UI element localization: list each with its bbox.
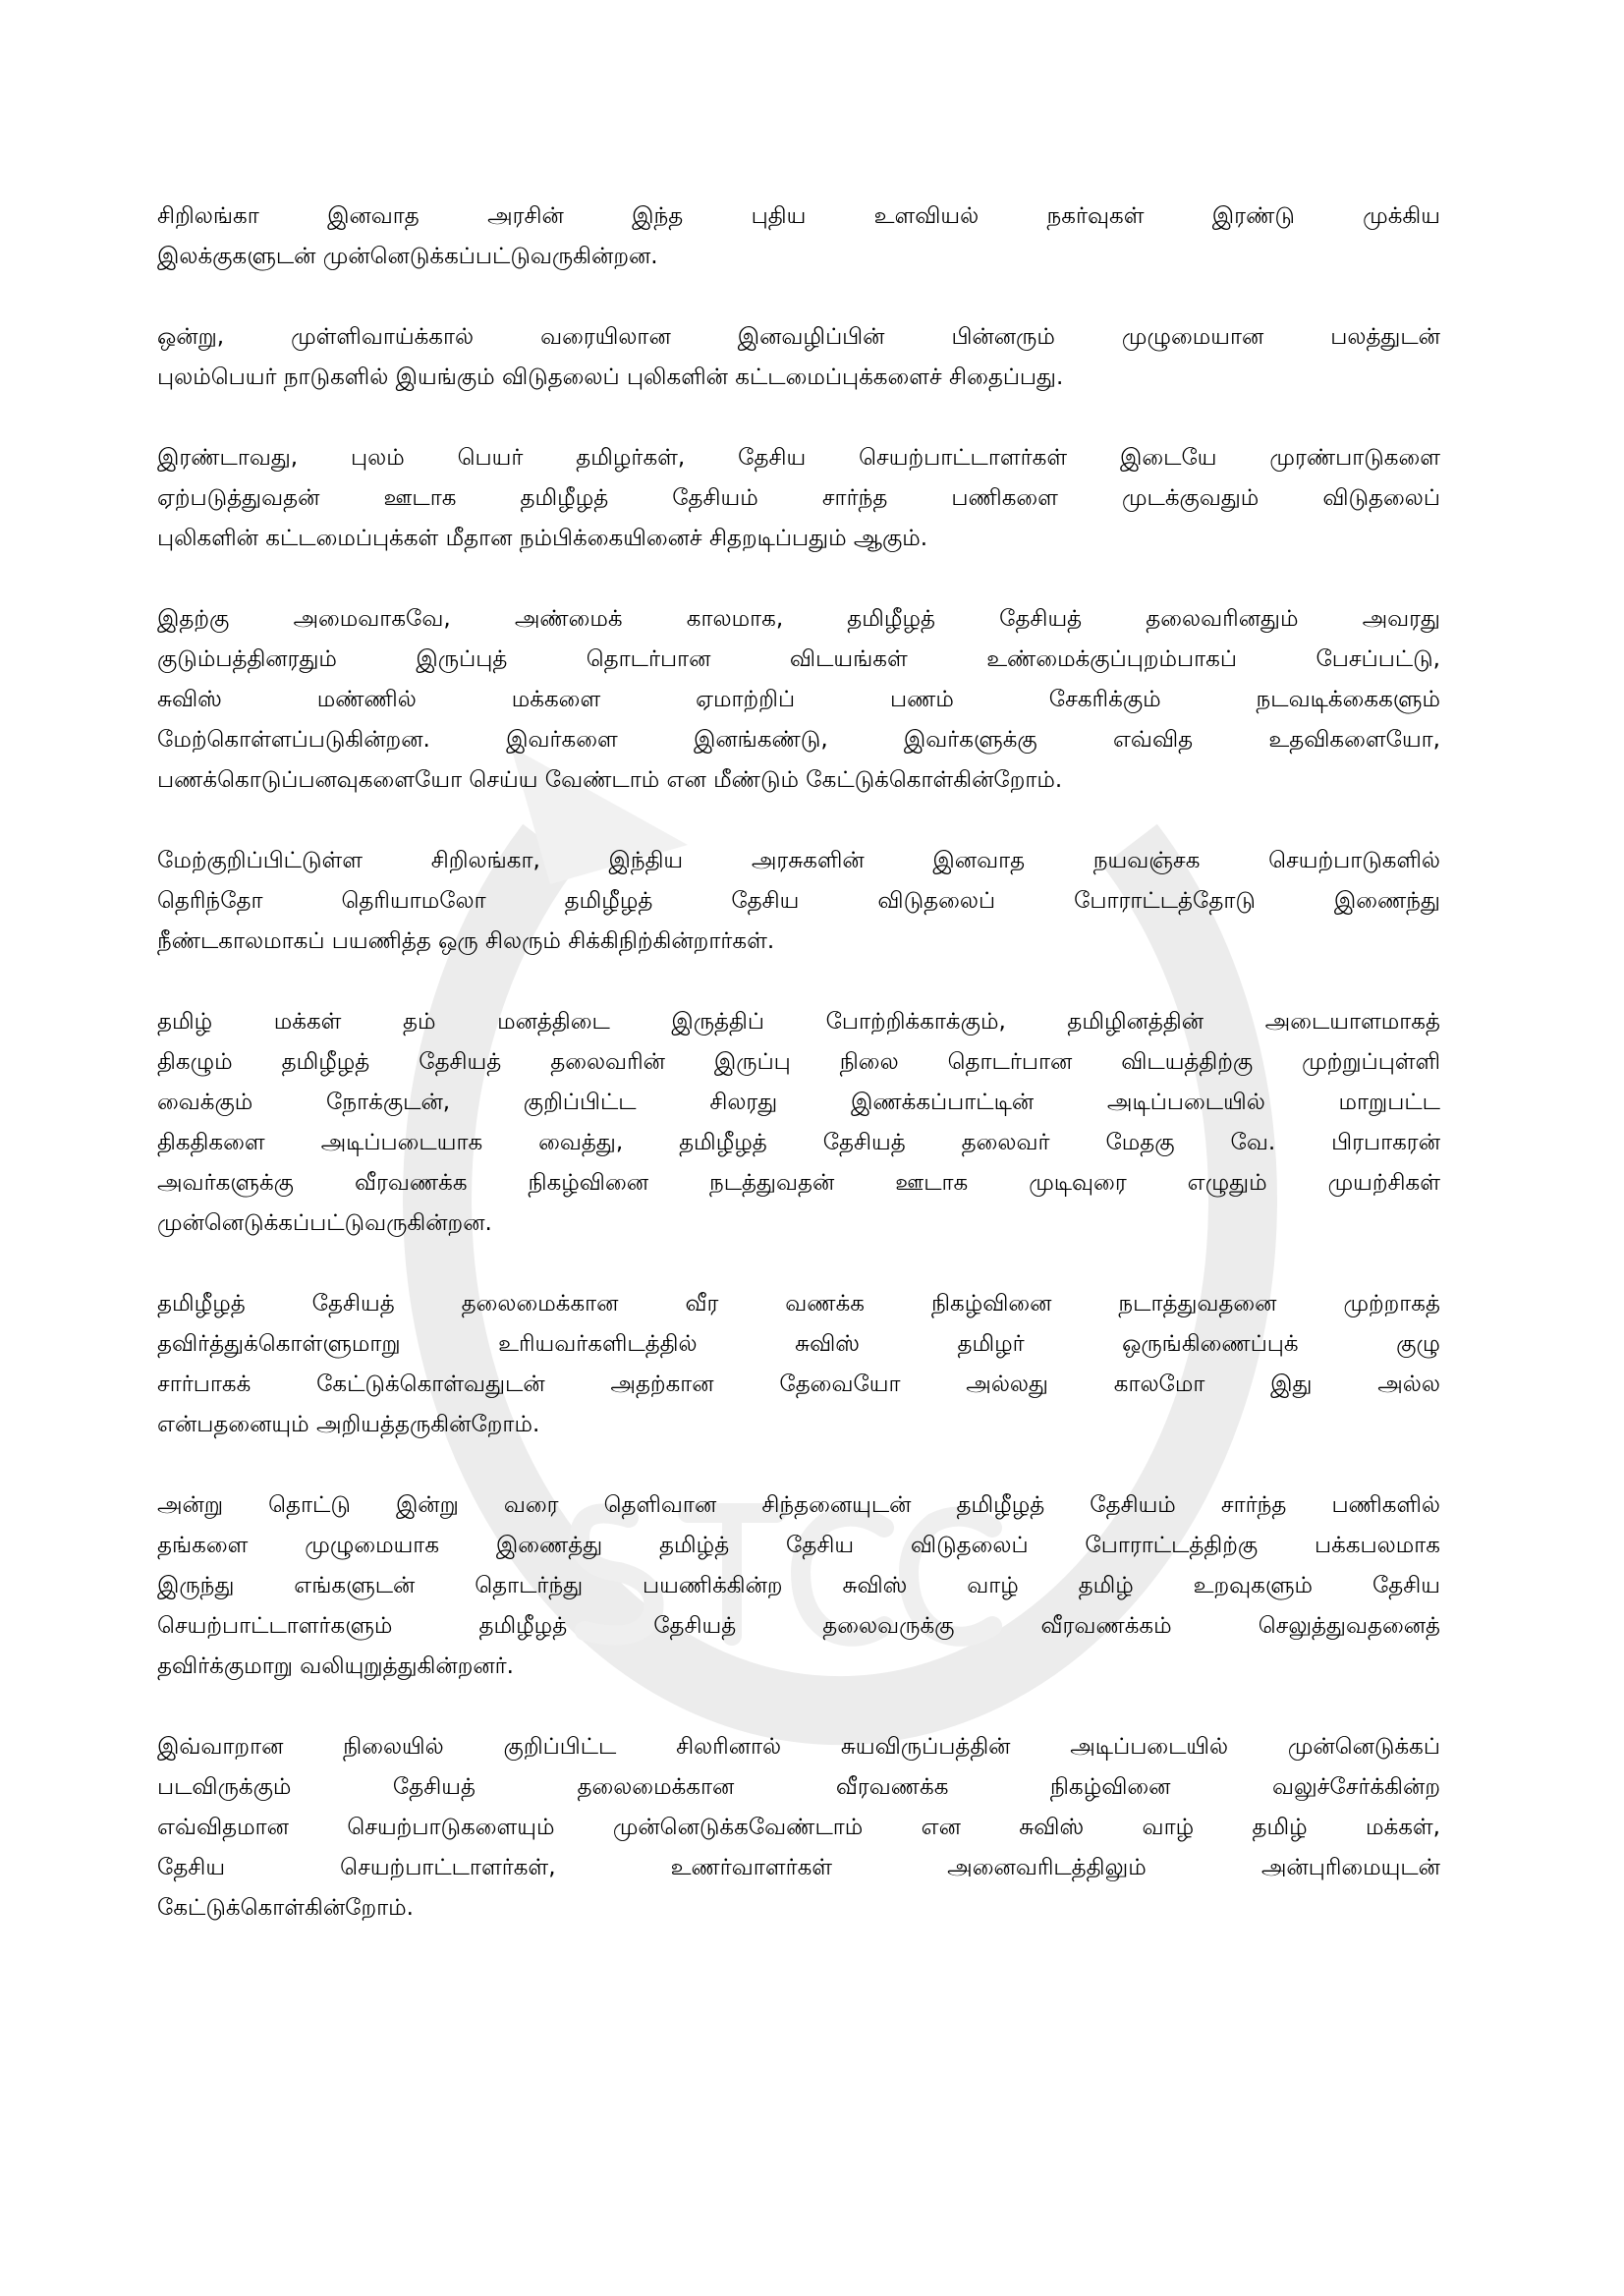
paragraph xyxy=(157,1727,1440,1929)
text-line: தெரிந்தோ தெரியாமலோ தமிழீழத் தேசிய விடுதலைப் போராட்டத்தோடு இணைந்து xyxy=(157,888,1440,914)
text-line: எவ்விதமான செயற்பாடுகளையும் முன்னெடுக்கவேண்டாம் என சுவிஸ் வாழ் தமிழ் மக்கள், xyxy=(157,1815,1440,1840)
paragraph xyxy=(157,438,1440,559)
text-line: புலிகளின் கட்டமைப்புக்கள் மீதான நம்பிக்கையினைச் சிதறடிப்பதும் ஆகும். xyxy=(157,526,928,551)
text-line: படவிருக்கும் தேசியத் தலைமைக்கான வீரவணக்க நிகழ்வினை வலுச்சேர்க்கின்ற xyxy=(157,1774,1440,1800)
paragraph xyxy=(157,196,1440,277)
text-line: மேற்கொள்ளப்படுகின்றன. இவர்களை இனங்கண்டு, இவர்களுக்கு எவ்வித உதவிகளையோ, xyxy=(157,727,1440,753)
text-line: இலக்குகளுடன் முன்னெடுக்கப்பட்டுவருகின்றன. xyxy=(157,244,658,269)
paragraph xyxy=(157,841,1440,962)
paragraph xyxy=(157,1284,1440,1445)
text-line: புலம்பெயர் நாடுகளில் இயங்கும் விடுதலைப் புலிகளின் கட்டமைப்புக்களைச் சிதைப்பது. xyxy=(157,364,1064,390)
text-line: குடும்பத்தினரதும் இருப்புத் தொடர்பான விடயங்கள் உண்மைக்குப்புறம்பாகப் பேசப்பட்டு, xyxy=(157,646,1440,672)
text-line: ஏற்படுத்துவதன் ஊடாக தமிழீழத் தேசியம் சார்ந்த பணிகளை முடக்குவதும் விடுதலைப் xyxy=(157,485,1440,511)
text-line: கேட்டுக்கொள்கின்றோம். xyxy=(157,1895,414,1921)
text-line: இருந்து எங்களுடன் தொடர்ந்து பயணிக்கின்ற சுவிஸ் வாழ் தமிழ் உறவுகளும் தேசிய xyxy=(157,1573,1440,1598)
text-line: சுவிஸ் மண்ணில் மக்களை ஏமாற்றிப் பணம் சேகரிக்கும் நடவடிக்கைகளும் xyxy=(157,687,1440,712)
text-line: ஒன்று, முள்ளிவாய்க்கால் வரையிலான இனவழிப்பின் பின்னரும் முழுமையான பலத்துடன் xyxy=(157,324,1440,350)
text-line: தமிழீழத் தேசியத் தலைமைக்கான வீர வணக்க நிகழ்வினை நடாத்துவதனை முற்றாகத் xyxy=(157,1291,1440,1316)
text-line: மேற்குறிப்பிட்டுள்ள சிறிலங்கா, இந்திய அரசுகளின் இனவாத நயவஞ்சக செயற்பாடுகளில் xyxy=(157,848,1440,873)
text-line: சார்பாகக் கேட்டுக்கொள்வதுடன் அதற்கான தேவையோ அல்லது காலமோ இது அல்ல xyxy=(157,1372,1440,1397)
text-line: நீண்டகாலமாகப் பயணித்த ஒரு சிலரும் சிக்கிநிற்கின்றார்கள். xyxy=(157,928,775,954)
text-line: அன்று தொட்டு இன்று வரை தெளிவான சிந்தனையுடன் தமிழீழத் தேசியம் சார்ந்த பணிகளில் xyxy=(157,1492,1440,1518)
text-line: என்பதனையும் அறியத்தருகின்றோம். xyxy=(157,1412,540,1437)
paragraph xyxy=(157,1002,1440,1244)
paragraph xyxy=(157,317,1440,398)
text-line: தவிர்க்குமாறு வலியுறுத்துகின்றனர். xyxy=(157,1653,514,1679)
paragraph xyxy=(157,1485,1440,1687)
text-line: தேசிய செயற்பாட்டாளர்கள், உணர்வாளர்கள் அனைவரிடத்திலும் அன்புரிமையுடன் xyxy=(157,1855,1440,1880)
text-line: திகதிகளை அடிப்படையாக வைத்து, தமிழீழத் தேசியத் தலைவர் மேதகு வே. பிரபாகரன் xyxy=(157,1130,1440,1155)
text-line: இதற்கு அமைவாகவே, அண்மைக் காலமாக, தமிழீழத் தேசியத் தலைவரினதும் அவரது xyxy=(157,606,1440,632)
document-body xyxy=(157,196,1440,1969)
paragraph xyxy=(157,599,1440,801)
text-line: தங்களை முழுமையாக இணைத்து தமிழ்த் தேசிய விடுதலைப் போராட்டத்திற்கு பக்கபலமாக xyxy=(157,1533,1440,1558)
text-line: பணக்கொடுப்பனவுகளையோ செய்ய வேண்டாம் என மீண்டும் கேட்டுக்கொள்கின்றோம். xyxy=(157,767,1063,793)
text-line: வைக்கும் நோக்குடன், குறிப்பிட்ட சிலரது இணக்கப்பாட்டின் அடிப்படையில் மாறுபட்ட xyxy=(157,1090,1440,1115)
text-line: தவிர்த்துக்கொள்ளுமாறு உரியவர்களிடத்தில் சுவிஸ் தமிழர் ஒருங்கிணைப்புக் குழு xyxy=(157,1331,1440,1357)
text-line: அவர்களுக்கு வீரவணக்க நிகழ்வினை நடத்துவதன் ஊடாக முடிவுரை எழுதும் முயற்சிகள் xyxy=(157,1170,1440,1196)
text-line: இவ்வாறான நிலையில் குறிப்பிட்ட சிலரினால் சுயவிருப்பத்தின் அடிப்படையில் முன்னெடுக்கப் xyxy=(157,1734,1440,1760)
text-line: சிறிலங்கா இனவாத அரசின் இந்த புதிய உளவியல் நகர்வுகள் இரண்டு முக்கிய xyxy=(157,203,1440,229)
text-line: முன்னெடுக்கப்பட்டுவருகின்றன. xyxy=(157,1210,492,1236)
text-line: செயற்பாட்டாளர்களும் தமிழீழத் தேசியத் தலைவருக்கு வீரவணக்கம் செலுத்துவதனைத் xyxy=(157,1613,1440,1639)
text-line: இரண்டாவது, புலம் பெயர் தமிழர்கள், தேசிய செயற்பாட்டாளர்கள் இடையே முரண்பாடுகளை xyxy=(157,445,1440,471)
text-line: தமிழ் மக்கள் தம் மனத்திடை இருத்திப் போற்றிக்காக்கும், தமிழினத்தின் அடையாளமாகத் xyxy=(157,1009,1440,1035)
text-line: திகழும் தமிழீழத் தேசியத் தலைவரின் இருப்பு நிலை தொடர்பான விடயத்திற்கு முற்றுப்புள்ளி xyxy=(157,1049,1440,1075)
